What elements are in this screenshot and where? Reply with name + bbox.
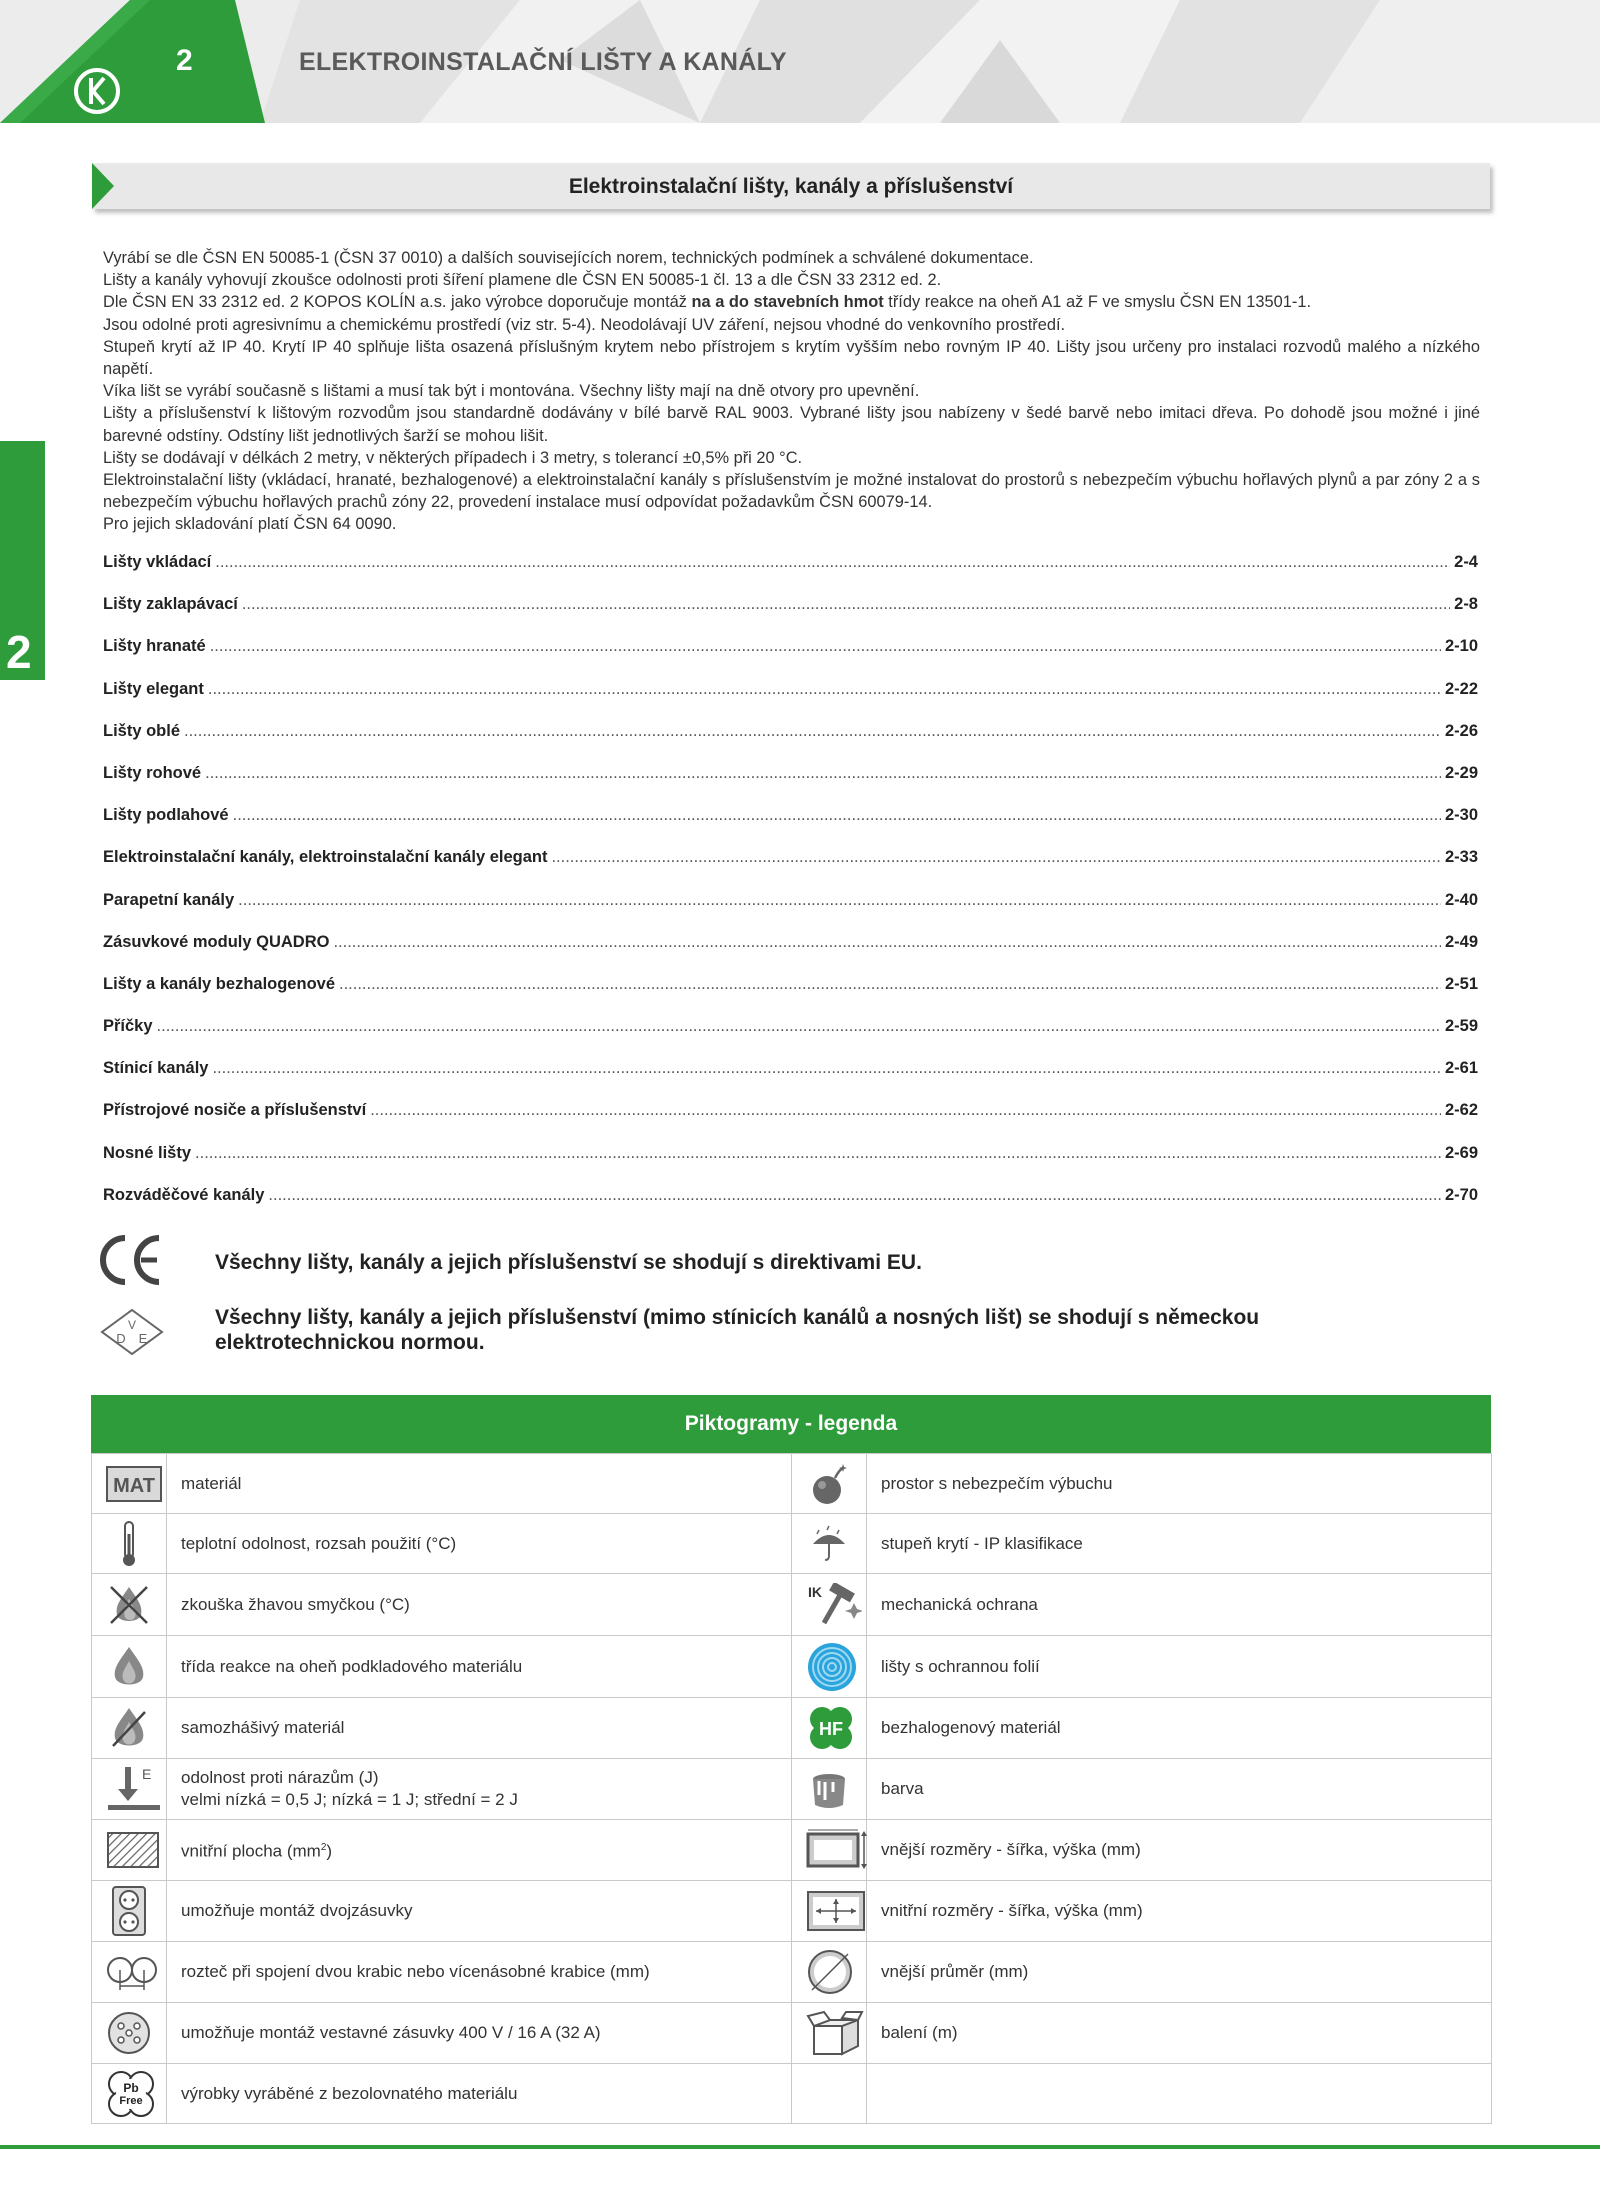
toc-page-number: 2-70 [1444,1185,1478,1204]
legend-icon-cell [92,2003,167,2064]
thermometer-icon [119,1520,139,1568]
legend-icon-cell [792,1820,867,1881]
legend-row [92,2064,1492,2124]
legend-icon-cell [792,1514,867,1574]
toc-entry [103,1186,1478,1228]
toc-entry [103,1101,1478,1143]
legend-icon-cell [92,1636,167,1698]
intro-emphasis: na a do stavebních hmot [691,293,884,312]
svg-text:D: D [116,1331,126,1346]
legend-icon-cell [92,1574,167,1636]
legend-icon-cell [92,1942,167,2003]
self-extinguishing-icon [107,1704,151,1752]
toc-leader-dots [210,637,1441,656]
legend-row [92,1820,1492,1881]
flame-icon [107,1643,151,1691]
toc-page-number: 2-29 [1444,763,1478,782]
svg-text:V: V [127,1318,137,1332]
toc-leader-dots [238,891,1441,910]
toc-leader-dots [233,806,1441,825]
legend-icon-cell [92,1881,167,1942]
legend-row [92,2003,1492,2064]
glow-wire-icon [107,1583,151,1627]
legend-text: samozhášivý materiál [167,1698,792,1759]
legend-icon-cell [92,1698,167,1759]
toc-entry [103,722,1478,764]
halogen-free-icon [806,1705,856,1751]
legend-text-empty [867,2064,1492,2124]
toc-page-number: 2-40 [1444,890,1478,909]
svg-text:MAT: MAT [113,1474,155,1497]
legend-icon-cell [792,1698,867,1759]
toc-label: Rozváděčové kanály [103,1185,265,1204]
intro-paragraph: Lišty a příslušenství k lištovým rozvodům jsou standardně dodávány v bílé barvě RAL 9003. Vybrané lišty jsou nabízeny v šedé barvě nebo imitaci dřeva. Po dohodě jsou možné i jiné barevné odstíny. Odstíny lišt jednotlivých šarží se mohou lišit. [103,404,1480,445]
legend-icon-cell [92,1759,167,1820]
table-of-contents [103,553,1478,1228]
legend-icon-cell [792,1942,867,2003]
legend-text: umožňuje montáž dvojzásuvky [167,1881,792,1942]
toc-leader-dots [339,975,1441,994]
intro-paragraph: Dle ČSN EN 33 2312 ed. 2 KOPOS KOLÍN a.s. jako výrobce doporučuje montáž na a do stavebních hmot třídy reakce na oheň A1 až F ve smyslu ČSN EN 13501-1. [103,293,1311,312]
outer-diameter-icon [806,1948,854,1996]
legend-text: umožňuje montáž vestavné zásuvky 400 V / 16 A (32 A) [167,2003,792,2064]
toc-label: Lišty oblé [103,721,181,740]
inner-area-icon [106,1831,160,1869]
legend-icon-cell [92,2064,167,2124]
legend-row [92,1514,1492,1574]
toc-entry [103,891,1478,933]
legend-icon-cell [792,1881,867,1942]
legend-text: teplotní odolnost, rozsah použití (°C) [167,1514,792,1574]
toc-label: Lišty rohové [103,763,202,782]
toc-label: Lišty a kanály bezhalogenové [103,974,335,993]
legend-text: materiál [167,1454,792,1514]
legend-text: vnitřní plocha $(mm^2)$ [167,1820,792,1881]
legend-row [92,1942,1492,2003]
toc-leader-dots [215,553,1450,572]
legend-row [92,1636,1492,1698]
legend-text: vnější průměr (mm) [867,1942,1492,2003]
toc-page-number: 2-26 [1444,721,1478,740]
toc-page-number: 2-49 [1444,932,1478,951]
legend-text: barva [867,1759,1492,1820]
svg-text:Free: Free [119,2094,143,2107]
toc-leader-dots [242,595,1450,614]
legend-icon-cell [792,1759,867,1820]
legend-row [92,1881,1492,1942]
toc-entry [103,848,1478,890]
legend-text: třída reakce na oheň podkladového materiálu [167,1636,792,1698]
toc-page-number: 2-4 [1454,553,1478,571]
vde-compliance-text: Všechny lišty, kanály a jejich příslušenství (mimo stínicích kanálů a nosných lišt) se shodují s německou elektrotechnickou normou. [215,1306,1260,1354]
legend-title: Piktogramy - legenda [91,1395,1491,1453]
toc-label: Lišty podlahové [103,806,229,825]
toc-label: Elektroinstalační kanály, elektroinstalační kanály elegant [103,848,548,867]
toc-page-number: 2-30 [1444,806,1478,825]
inner-dimensions-icon [806,1890,866,1932]
toc-label: Příčky [103,1017,153,1036]
intro-paragraph: Víka lišt se vyrábí současně s lištami a musí tak být i montována. Všechny lišty mají na dně otvory pro upevnění. [103,382,920,401]
bottom-rule [0,2145,1600,2149]
paint-bucket-icon [807,1767,851,1811]
hammer-icon [806,1583,862,1627]
toc-leader-dots [195,1144,1441,1163]
legend-text [167,1759,792,1820]
ce-mark-icon [97,1234,165,1286]
toc-entry [103,595,1478,637]
svg-text:E: E [138,1331,148,1346]
side-chapter-number: 2 [6,626,32,678]
toc-label: Lišty vkládací [103,553,212,571]
intro-paragraph: Pro jejich skladování platí ČSN 64 0090. [103,515,397,534]
legend-text: vnitřní rozměry - šířka, výška (mm) [867,1881,1492,1942]
legend-text: výrobky vyráběné z bezolovnatého materiálu [167,2064,792,2124]
toc-label: Zásuvkové moduly QUADRO [103,932,330,951]
toc-label: Přístrojové nosiče a příslušenství [103,1101,367,1120]
toc-page-number: 2-69 [1444,1143,1478,1162]
legend-icon-cell [92,1514,167,1574]
toc-label: Nosné lišty [103,1143,192,1162]
section-title: Elektroinstalační lišty, kanály a příslušenství [568,175,1014,198]
toc-label: Parapetní kanály [103,890,235,909]
legend-text-line: velmi nízká = 0,5 J; nízká = 1 J; střední = 2 J [181,1790,518,1809]
toc-entry [103,933,1478,975]
legend-icon-cell [92,1454,167,1514]
toc-page-number: 2-62 [1444,1101,1478,1120]
toc-leader-dots [208,680,1441,699]
vde-mark-icon [99,1307,165,1357]
toc-page-number: 2-8 [1454,595,1478,614]
outer-dimensions-icon [806,1828,868,1872]
toc-entry [103,1017,1478,1059]
mat-icon [106,1466,162,1502]
intro-paragraph: Stupeň krytí až IP 40. Krytí IP 40 splňuje lišta osazená příslušným krytem nebo přístrojem s krytím vyšším nebo rovným IP 40. Lišty jsou určeny pro instalaci rozvodů malého a nízkého napětí. [103,337,1480,379]
toc-entry [103,806,1478,848]
legend-table [91,1453,1492,2124]
header-green-shape [0,0,270,123]
toc-leader-dots [157,1017,1441,1036]
legend-icon-cell [792,2003,867,2064]
legend-icon-cell-empty [792,2064,867,2124]
intro-paragraph: Vyrábí se dle ČSN EN 50085-1 (ČSN 37 0010) a dalších souvisejících norem, technických podmínek a schválené dokumentace. [103,249,1034,267]
toc-entry [103,1144,1478,1186]
legend-icon-cell [792,1636,867,1698]
svg-text:Pb: Pb [123,2080,139,2095]
toc-page-number: 2-10 [1444,637,1478,656]
toc-page-number: 2-33 [1444,848,1478,867]
toc-leader-dots [212,1059,1441,1078]
toc-entry [103,764,1478,806]
page-header [0,0,1600,123]
intro-text [103,247,1480,536]
chapter-title: ELEKTROINSTALAČNÍ LIŠTY A KANÁLY [299,48,787,76]
toc-leader-dots [268,1186,1441,1205]
toc-label: Lišty hranaté [103,637,206,656]
kopos-logo-icon [72,66,122,116]
lead-free-icon [106,2069,156,2119]
svg-text:IK: IK [808,1583,822,1600]
intro-paragraph: Lišty se dodávají v délkách 2 metry, v některých případech i 3 metry, s tolerancí ±0,5% při 20 °C. [103,448,803,467]
legend-text-line: odolnost proti nárazům (J) [181,1768,379,1787]
toc-leader-dots [551,848,1441,867]
toc-leader-dots [370,1101,1441,1120]
legend-text: vnější rozměry - šířka, výška (mm) [867,1820,1492,1881]
chapter-number: 2 [176,44,193,77]
bomb-icon [809,1462,849,1506]
legend-text: zkouška žhavou smyčkou (°C) [167,1574,792,1636]
legend-text: prostor s nebezpečím výbuchu [867,1454,1492,1514]
toc-entry [103,1059,1478,1101]
legend-text: rozteč při spojení dvou krabic nebo vícenásobné krabice (mm) [167,1942,792,2003]
toc-entry [103,637,1478,679]
legend-row [92,1759,1492,1820]
legend-text: bezhalogenový materiál [867,1698,1492,1759]
legend-icon-cell [92,1820,167,1881]
legend-row [92,1698,1492,1759]
legend-text: stupeň krytí - IP klasifikace [867,1514,1492,1574]
toc-page-number: 2-59 [1444,1017,1478,1036]
svg-text:E: E [142,1766,152,1782]
toc-entry [103,680,1478,722]
impact-icon [106,1765,162,1813]
intro-paragraph: Elektroinstalační lišty (vkládací, hranaté, bezhalogenové) a elektroinstalační kanály s příslušenstvím je možné instalovat do prostorů s nebezpečím výbuchu hořlavých plynů a par zóny 2 a s nebezpečím výbuchu hořlavých prachů zóny 22, provedení instalace musí odpovídat požadavkům ČSN 60079-14. [103,471,1480,512]
toc-label: Lišty elegant [103,679,204,698]
legend-text: lišty s ochrannou folií [867,1636,1492,1698]
toc-label: Stínicí kanály [103,1059,209,1078]
legend-row [92,1454,1492,1514]
umbrella-icon [809,1524,849,1564]
socket-400v-icon [106,2010,152,2056]
svg-text:HF: HF [819,1719,843,1739]
double-socket-icon [111,1885,147,1937]
ce-compliance-text: Všechny lišty, kanály a jejich příslušenství se shodují s direktivami EU. [215,1251,922,1274]
box-spacing-icon [106,1952,158,1992]
intro-paragraph: Jsou odolné proti agresivnímu a chemickému prostředí (viz str. 5-4). Neodolávají UV záření, nejsou vhodné do venkovního prostředí. [103,315,1066,334]
toc-page-number: 2-22 [1444,679,1478,698]
toc-label: Lišty zaklapávací [103,595,238,614]
toc-leader-dots [333,933,1441,952]
pictogram-legend [91,1395,1491,2124]
toc-page-number: 2-51 [1444,974,1478,993]
toc-entry [103,553,1478,595]
foil-icon [806,1641,858,1693]
legend-text: balení (m) [867,2003,1492,2064]
toc-leader-dots [205,764,1441,783]
intro-paragraph: Lišty a kanály vyhovují zkoušce odolnosti proti šíření plamene dle ČSN EN 50085-1 čl. 13 a dle ČSN 33 2312 ed. 2. [103,271,942,290]
toc-entry [103,975,1478,1017]
legend-icon-cell [792,1574,867,1636]
package-icon [806,2010,864,2056]
legend-row [92,1574,1492,1636]
legend-text: mechanická ochrana [867,1574,1492,1636]
legend-icon-cell [792,1454,867,1514]
toc-page-number: 2-61 [1444,1059,1478,1078]
toc-leader-dots [184,722,1441,741]
